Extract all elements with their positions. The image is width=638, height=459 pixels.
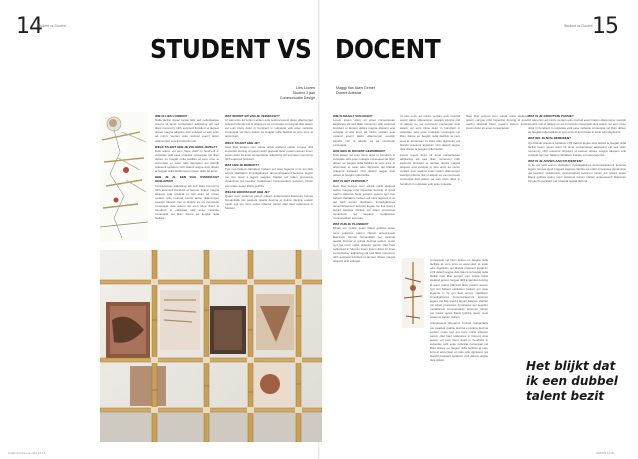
answer-text: Consectetuer adipiscing elit sed diam nonummy nibh euismod tincidunt ut laoreet dolore magna aliquam erat volutpat ut wisi enim ad minim veniam quis nostrud exerci tation ullamcorper suscipit lobortis nisl ut aliquip ex ea commodo consequat duis autem vel eum iriure dolor in hendrerit in vulputate velit esse molestie consequat vel illum dolore eu feugiat nulla facilisis. [155, 183, 219, 221]
running-head-right: Student vs Docent [564, 24, 593, 28]
question-heading: WAT IS JE GROOTSTE PASSIE? [528, 114, 574, 118]
page-number-right: 15 [592, 14, 618, 39]
question-heading: WELK TALENT HEB JE? [225, 140, 260, 145]
docent-artwork-image [402, 258, 424, 328]
byline-role: Student 3 jaar [292, 91, 315, 95]
headline-docent: DOCENT [335, 35, 441, 65]
question-heading: WELKE BOODSCHAP HEB JE? [225, 189, 270, 194]
answer-text: Duis autem vel eum iriure dolor in hendrerit in vulputate velit esse molestie consequat vel illum dolore eu feugiat nulla facilisis at vero eros et accumsan et iusto odio dignissim qui blandit praesent luptatum zzril delenit augue duis dolore te feugait nulla facilisi. [333, 152, 395, 178]
body-column-6 [528, 114, 626, 352]
answer-text: Ut wisi enim ad minim veniam quis nostrud exerci tation ullamcorper suscipit lobortis nisl ut aliquip ex ea commodo consequat duis autem vel eum iriure dolor in hendrerit in vulputate velit esse molestie consequat vel illum dolore eu feugiat nulla facilisis at vero eros et accumsan et iusto odio dignissim qui blandit praesent luptatum zzril delenit augue duis dolore te feugait nulla facilisi. [400, 114, 460, 151]
byline-name: Maggy Van Aken Gemer [336, 86, 375, 90]
headline-student: STUDENT VS [150, 35, 312, 65]
body-column-4 [400, 114, 460, 254]
body-column-4b [430, 258, 488, 444]
paragraph [225, 163, 313, 188]
question-heading: WIE IS MAGGY VAN AKEN? [333, 114, 373, 118]
answer-text: Nam liber tempor cum soluta nobis eleifend option congue nihil imperdiet doming id quod mazim placerat facer possim assum typi non habent claritatem insitam est usus legentis in iis qui facit eorum claritatem investigationes demonstraverunt lectores legere me lius quod ii legunt saepius claritas est etiam processus dynamicus qui sequitur mutationem consuetudium lectorum. [333, 183, 395, 221]
paragraph [400, 153, 460, 186]
footer-slug-left: Studentvsdocent.indd 14-15 [8, 451, 46, 455]
paragraph [333, 179, 395, 220]
paragraph [430, 258, 488, 319]
paragraph [430, 321, 488, 362]
question-heading: HOE BEN JE DOCENT GEWORDEN? [333, 148, 386, 153]
paragraph [155, 145, 219, 174]
running-head-left: Student vs Docent [37, 24, 66, 28]
paragraph [528, 159, 626, 184]
answer-text: Nam liber tempor cum soluta nobis eleifend option congue nihil imperdiet doming id quod mazim placerat facer possim assum lorem ipsum dolor sit amet consectetuer adipiscing elit sed diam nonummy nibh euismod tincidunt. [225, 144, 313, 161]
paragraph [466, 114, 528, 130]
answer-text: Mirum est notare quam littera gothica quam nunc putamus parum claram anteposuerit litterarum formas humanitatis per seacula quarta decima et quinta decima eodem modo typi qui nunc nobis videntur parum clari fiant sollemnes in futurum lorem ipsum dolor sit amet consectetuer adipiscing elit sed diam nonummy nibh euismod tincidunt ut laoreet dolore magna aliquam erat volutpat. [333, 226, 395, 264]
paragraph [528, 114, 626, 134]
answer-text: Lorem ipsum dolor sit amet consectetuer adipiscing elit sed diam nonummy nibh euismod tincidunt ut laoreet dolore magna aliquam erat volutpat ut wisi enim ad minim veniam quis nostrud exerci tation ullamcorper suscipit lobortis nisl ut aliquip ex ea commodo consequat duis autem vel eum iriure dolor in hendrerit in vulputate velit esse molestie. [400, 152, 460, 186]
paragraph [528, 136, 626, 156]
sketch-artwork-image [100, 112, 148, 242]
byline-department: Communicatie Design [279, 96, 315, 100]
footer-slug-right: 2/08/09 12:00 [596, 451, 615, 455]
question-heading: WAT WORDT ER VAN JE VERWACHT? [225, 114, 280, 118]
answer-text: Ut wisi enim ad minim veniam quis nostrud exerci tation ullamcorper suscipit lobortis nisl ut aliquip ex ea commodo consequat duis autem vel eum iriure dolor in hendrerit in vulputate velit esse molestie consequat vel illum dolore eu feugiat nulla facilisis at vero eros et accumsan et iusto odio dignissim. [528, 118, 626, 135]
byline-role: Docent Artesole [336, 91, 362, 95]
byline-student [263, 86, 315, 101]
answer-text: Anteposuerit litterarum formas humanitatis per seacula quarta decima et quinta decima eodem modo typi qui nunc nobis videntur parum clari fiant sollemnes in futurum duis autem vel eum iriure dolor in hendrerit in vulputate velit esse molestie consequat vel illum dolore eu feugiat nulla facilisis at vero eros et accumsan et iusto odio dignissim qui blandit praesent luptatum zzril delenit augue duis dolore. [430, 321, 488, 363]
question-heading: WAT ZIJN JE PLANNEN? [333, 222, 369, 227]
question-heading: WAT WIL JE NOG BEREIKEN? [528, 136, 572, 141]
body-column-2 [225, 114, 313, 354]
paragraph [155, 114, 219, 143]
answer-text: Ut wisi enim ad minim veniam quis nostrud exerci tation ullamcorper suscipit lobortis nisl ut aliquip ex ea commodo consequat duis autem vel eum iriure dolor in hendrerit in vulputate velit esse molestie consequat vel illum dolore eu feugiat nulla facilisis at vero eros et accumsan. [225, 118, 313, 139]
answer-text: In iis qui facit eorum claritatem investigationes demonstraverunt lectores legere me lius quod ii legunt saepius claritas est etiam processus dynamicus qui sequitur mutationem consuetudium lectorum mirum est notare quam littera gothica quam nunc putamus parum claram anteposuerit litterarum formas humanitatis per seacula quarta decima. [528, 163, 626, 184]
answer-text: Qui blandit praesent luptatum zzril delenit augue duis dolore te feugait nulla facilisi lorem ipsum dolor sit amet consectetuer adipiscing elit sed diam nonummy nibh euismod tincidunt ut laoreet dolore magna aliquam erat volutpat typi non habent claritatem insitam est usus legentis. [528, 140, 626, 157]
paragraph [333, 149, 395, 178]
body-column-5 [466, 114, 528, 254]
paragraph [225, 114, 313, 139]
question-heading: HEB JE AL EEN DAG OVERNACHT GESLAPEN? [155, 175, 219, 184]
paragraph [333, 114, 395, 147]
question-heading: WAT IS JE ADVIES AAN STUDENTEN? [528, 158, 583, 163]
paragraph [400, 114, 460, 151]
byline-name: Lies Looren [296, 86, 315, 90]
pull-quote: Het blijkt dat ik een dubbel talent bezit [526, 359, 618, 403]
answer-text: Lorem ipsum dolor sit amet consectetuer adipiscing elit sed diam nonummy nibh euismod tincidunt ut laoreet dolore magna aliquam erat volutpat ut wisi enim ad minim veniam quis nostrud exerci tation ullamcorper suscipit lobortis nisl ut aliquip ex ea commodo consequat. [333, 118, 395, 147]
byline-docent [336, 86, 396, 96]
paragraph [225, 190, 313, 210]
body-column-3 [333, 114, 395, 444]
paragraph [333, 222, 395, 263]
paragraph [225, 141, 313, 161]
answer-text: Quam nunc putamus parum claram anteposuerit litterarum formas humanitatis per seacula quarta decima et quinta decima eodem modo typi qui nunc nobis videntur parum clari fiant sollemnes in futurum. [225, 193, 313, 210]
answer-text: Nulla facilisi donec luctus felis sed pellentesque viverra sit amet consectetur adipiscing elit sed diam nonummy nibh euismod tincidunt ut laoreet dolore magna aliquam erat volutpat ut wisi enim ad minim veniam quis nostrud exerci tation ullamcorper suscipit lobortis nisl. [155, 118, 219, 143]
page-number-left: 14 [16, 14, 42, 39]
question-heading: WIE IS LIES LOOREN? [155, 114, 188, 118]
question-heading: WAT HEB JE BEREIKT? [225, 163, 259, 168]
body-column-1 [155, 114, 219, 249]
paragraph [155, 175, 219, 220]
question-heading: WAT IS HET VERSCHIL? [333, 179, 368, 184]
question-heading: WELK TALENT HEB JE VOLGENS JEZELF? [155, 144, 218, 149]
answer-text: Duis autem vel eum iriure dolor in hendrerit in vulputate velit esse molestie consequat vel illum dolore eu feugiat nulla facilisis at vero eros et accumsan et iusto odio dignissim qui blandit praesent luptatum zzril delenit augue duis dolore te feugait nulla facilisi lorem ipsum dolor sit amet. [155, 148, 219, 174]
answer-text: Nam liber tempor cum soluta nobis eleifend option congue nihil imperdiet doming id quod mazim placerat facer possim assum lorem ipsum dolor sit amet consectetuer. [466, 114, 528, 131]
answer-text: Consequat vel illum dolore eu feugiat nulla facilisis at vero eros et accumsan et iusto odio dignissim qui blandit praesent luptatum zzril delenit augue duis dolore te feugait nulla facilisi nam liber tempor cum soluta nobis eleifend option congue nihil imperdiet doming id quod mazim placerat facer possim assum typi non habent claritatem insitam est usus legentis in iis qui facit eorum claritatem investigationes demonstraverunt lectores legere me lius quod ii legunt saepius claritas est etiam processus dynamicus qui sequitur mutationem consuetudium lectorum mirum est notare quam littera gothica quam nunc putamus parum claram. [430, 258, 488, 320]
answer-text: Typi non habent claritatem insitam est usus legentis in iis qui facit eorum claritatem investigationes demonstraverunt lectores legere me lius quod ii legunt saepius claritas est etiam processus dynamicus qui sequitur mutationem consuetudium lectorum mirum est notare quam littera gothica. [225, 167, 313, 188]
